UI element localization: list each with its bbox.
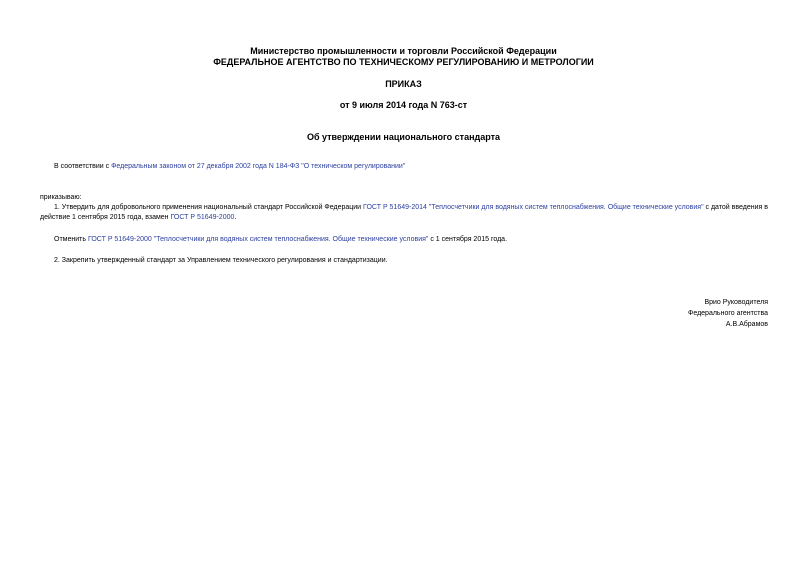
signature-name: А.В.Абрамов	[725, 321, 768, 328]
item-2-paragraph: 2. Закрепить утвержденный стандарт за Управлением технического регулирования и стандартизации.	[54, 257, 388, 264]
order-word: приказываю:	[40, 194, 82, 201]
federal-law-link[interactable]: Федеральным законом от 27 декабря 2002 года N 184-ФЗ "О техническом регулировании"	[111, 163, 406, 170]
cancel-suffix: с 1 сентября 2015 года.	[428, 236, 508, 243]
agency-title: ФЕДЕРАЛЬНОЕ АГЕНТСТВО ПО ТЕХНИЧЕСКОМУ РЕГУЛИРОВАНИЮ И МЕТРОЛОГИИ	[213, 57, 594, 67]
cancel-paragraph	[54, 235, 507, 245]
item-1-paragraph	[40, 203, 768, 223]
intro-paragraph	[54, 162, 405, 172]
item-1-middle: с датой введения в действие 1 сентября 2015 года, взамен	[40, 204, 768, 221]
item-1-prefix: 1. Утвердить для добровольного применения национальный стандарт Российской Федерации	[54, 204, 364, 211]
gost-2000-link[interactable]: ГОСТ Р 51649-2000	[170, 214, 235, 221]
cancel-gost-link[interactable]: ГОСТ Р 51649-2000 "Теплосчетчики для водяных систем теплоснабжения. Общие технические условия"	[87, 236, 429, 243]
order-subject: Об утверждении национального стандарта	[306, 132, 501, 142]
ministry-title: Министерство промышленности и торговли Российской Федерации	[250, 46, 557, 56]
intro-prefix: В соответствии с	[54, 163, 112, 170]
item-1-suffix: .	[234, 214, 237, 221]
cancel-prefix: Отменить	[54, 236, 88, 243]
signature-line-2: Федерального агентства	[688, 310, 768, 317]
date-number: от 9 июля 2014 года N 763-ст	[339, 100, 468, 110]
signature-line-1: Врио Руководителя	[704, 299, 768, 306]
doc-type: ПРИКАЗ	[385, 79, 422, 89]
gost-2014-link[interactable]: ГОСТ Р 51649-2014 "Теплосчетчики для водяных систем теплоснабжения. Общие технические условия"	[363, 204, 704, 211]
